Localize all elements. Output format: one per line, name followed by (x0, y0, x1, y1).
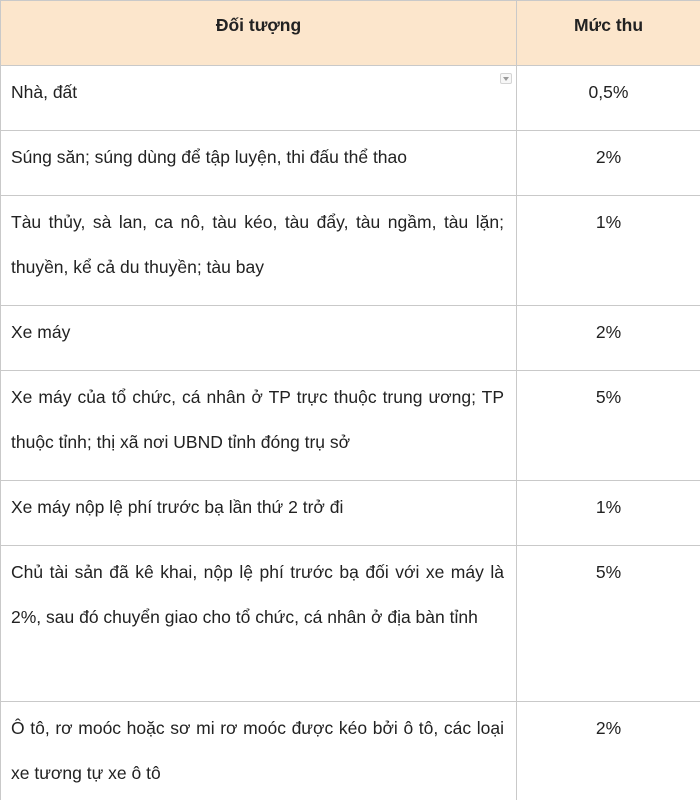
table-row (1, 131, 700, 196)
object-cell (1, 66, 517, 131)
dropdown-arrow-icon[interactable] (500, 73, 512, 84)
column-header-rate: Mức thu (517, 1, 700, 66)
rate-cell: 1% (517, 481, 700, 546)
column-header-object: Đối tượng (1, 1, 517, 66)
rate-cell: 5% (517, 546, 700, 702)
rate-cell: 0,5% (517, 66, 700, 131)
object-cell: Xe máy nộp lệ phí trước bạ lần thứ 2 trở đi (1, 481, 517, 546)
table-row (1, 196, 700, 306)
rate-cell: 5% (517, 371, 700, 481)
table-row (1, 306, 700, 371)
rate-cell: 2% (517, 131, 700, 196)
table-row (1, 546, 700, 702)
object-cell: Xe máy của tổ chức, cá nhân ở TP trực thuộc trung ương; TP thuộc tỉnh; thị xã nơi UBND tỉnh đóng trụ sở (1, 371, 517, 481)
rate-cell: 1% (517, 196, 700, 306)
object-cell: Tàu thủy, sà lan, ca nô, tàu kéo, tàu đẩy, tàu ngầm, tàu lặn; thuyền, kể cả du thuyền; tàu bay (1, 196, 517, 306)
table-row (1, 702, 700, 800)
table-row (1, 481, 700, 546)
rate-cell: 2% (517, 702, 700, 800)
object-cell: Ô tô, rơ moóc hoặc sơ mi rơ moóc được kéo bởi ô tô, các loại xe tương tự xe ô tô (1, 702, 517, 800)
table-row (1, 371, 700, 481)
rate-cell: 2% (517, 306, 700, 371)
object-cell: Xe máy (1, 306, 517, 371)
object-text: Nhà, đất (11, 82, 78, 102)
object-cell: Súng săn; súng dùng để tập luyện, thi đấu thể thao (1, 131, 517, 196)
table-row (1, 66, 700, 131)
table-header-row (1, 1, 700, 66)
object-cell: Chủ tài sản đã kê khai, nộp lệ phí trước bạ đối với xe máy là 2%, sau đó chuyển giao cho tổ chức, cá nhân ở địa bàn tỉnh (1, 546, 517, 702)
